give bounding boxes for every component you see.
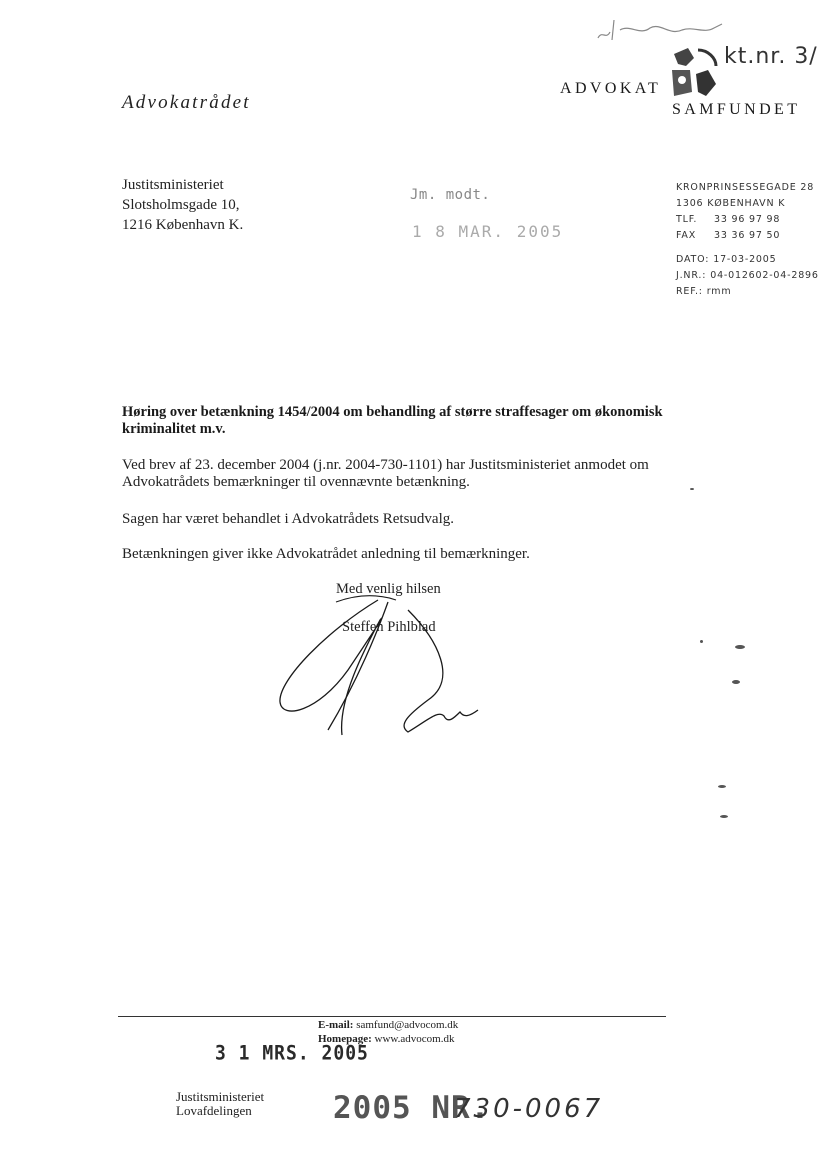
scan-speck [732, 680, 740, 684]
reference-block [676, 252, 819, 300]
letter-paragraph: Sagen har været behandlet i Advokatrådets Retsudvalg. [122, 511, 454, 527]
email-label: E-mail: [318, 1019, 354, 1031]
jnr-label: J.NR.: [676, 270, 707, 281]
akt-number-handwriting: kt.nr. 3/ [724, 44, 818, 69]
phone-value: 33 96 97 98 [714, 214, 781, 225]
email-value: samfund@advocom.dk [356, 1019, 459, 1031]
jnr-value: 04-012602-04-2896 [710, 270, 819, 281]
signer-name: Steffen Pihlblad [342, 619, 436, 635]
sender-contact-block [676, 180, 819, 300]
phone-row [676, 212, 819, 228]
recipient-line: Slotsholmsgade 10, [122, 197, 240, 213]
date-row [676, 252, 819, 268]
scan-speck [720, 815, 728, 818]
letter-subject: Høring over betænkning 1454/2004 om behandling af større straffesager om økonomisk kriminalitet m.v. [122, 404, 663, 437]
ministry-line: Justitsministeriet [176, 1089, 265, 1104]
scan-speck [690, 488, 694, 490]
recipient-line: Justitsministeriet [122, 177, 224, 193]
received-stamp-date: 1 8 MAR. 2005 [412, 222, 564, 241]
scan-speck [700, 640, 703, 643]
homepage-label: Homepage: [318, 1033, 372, 1045]
jnr-row [676, 268, 819, 284]
handwritten-signature [268, 590, 488, 740]
footer-email [318, 1019, 458, 1031]
advokatsamfundet-logo-icon [668, 44, 724, 100]
ref-row [676, 284, 819, 300]
scan-speck [735, 645, 745, 649]
address-line: KRONPRINSESSEGADE 28 [676, 182, 815, 193]
address-line: 1306 KØBENHAVN K [676, 198, 786, 209]
org-name-left: Advokatrådet [122, 92, 251, 113]
date-value: 17-03-2005 [713, 254, 777, 265]
recipient-line: 1216 København K. [122, 217, 244, 233]
letter-paragraph: Ved brev af 23. december 2004 (j.nr. 2004-730-1101) har Justitsministeriet anmodet om Advokatrådets bemærkninger til ovennævnte betænkning. [122, 457, 649, 490]
scan-speck [718, 785, 726, 788]
letter-paragraph: Betænkningen giver ikke Advokatrådet anledning til bemærkninger. [122, 546, 530, 562]
phone-label: TLF. [676, 214, 698, 225]
letter-closing: Med venlig hilsen [336, 581, 441, 597]
ref-value: rmm [706, 286, 732, 297]
footer-divider [118, 1016, 666, 1017]
fax-value: 33 36 97 50 [714, 230, 781, 241]
fax-label: FAX [676, 230, 696, 241]
ref-label: REF.: [676, 286, 703, 297]
fax-row [676, 228, 819, 244]
logo-word-samfundet: SAMFUNDET [672, 101, 801, 118]
case-number-handwritten: 730-0067 [454, 1094, 604, 1124]
logo-word-advokat: ADVOKAT [560, 80, 662, 97]
ministry-stamp [176, 1090, 264, 1118]
homepage-value: www.advocom.dk [374, 1033, 455, 1045]
archive-date-stamp: 3 1 MRS. 2005 [215, 1041, 369, 1066]
case-number-stamp: 2005 NR. [333, 1090, 491, 1126]
received-stamp-label: Jm. modt. [410, 187, 491, 203]
ministry-line: Lovafdelingen [176, 1103, 252, 1118]
recipient-address [122, 175, 243, 235]
date-label: DATO: [676, 254, 710, 265]
